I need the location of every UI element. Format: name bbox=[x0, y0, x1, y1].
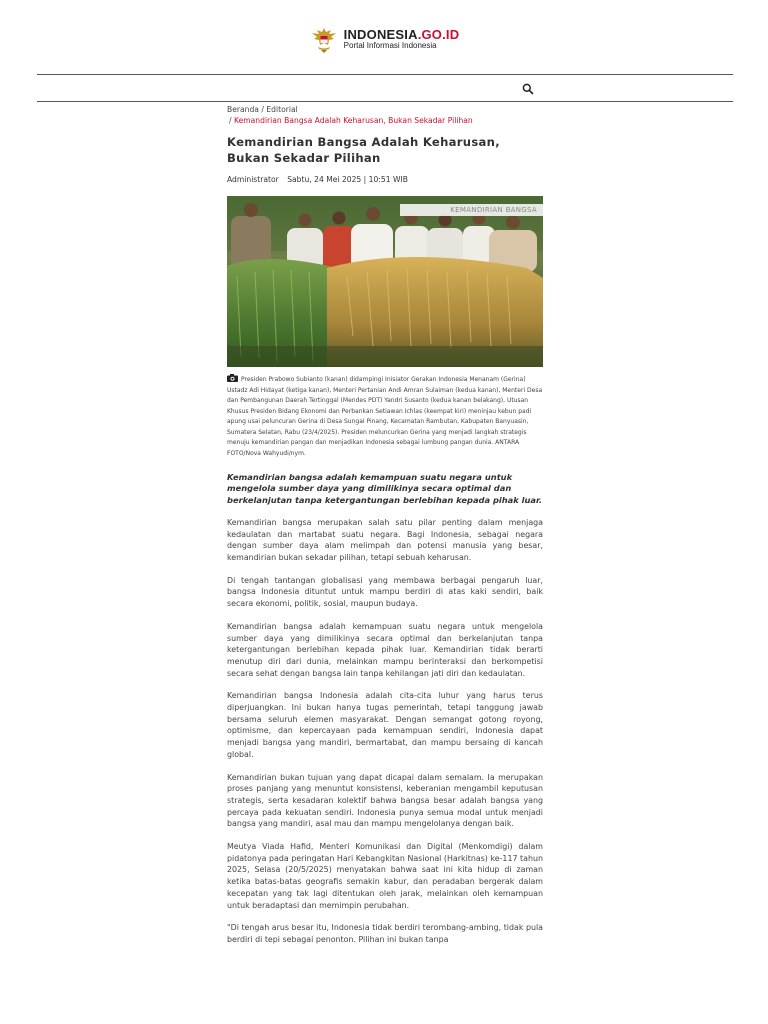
photo-caption bbox=[227, 374, 543, 459]
article-paragraph: Meutya Viada Hafid, Menteri Komunikasi dan Digital (Menkomdigi) dalam pidatonya pada peringatan Hari Kebangkitan Nasional (Harkitnas) ke-117 tahun 2025, Selasa (20/5/2025) menyatakan bahwa saat ini kita hidup di zaman ketika batas-batas geografis semakin kabur, dan peradaban bergerak dalam kecepatan yang tak lagi ditentukan oleh jarak, melainkan oleh kemampuan untuk beradaptasi dan memimpin perubahan. bbox=[227, 842, 543, 910]
article-photo bbox=[227, 196, 543, 367]
article-meta bbox=[227, 175, 543, 184]
breadcrumb-section-link[interactable]: Editorial bbox=[266, 105, 298, 114]
article-lead: Kemandirian bangsa adalah kemampuan suatu negara untuk mengelola sumber daya yang dimilikinya secara optimal dan berkelanjutan tanpa ketergantungan berlebihan kepada pihak luar. bbox=[227, 472, 543, 505]
logo-wordmark: INDONESIA.GO.ID bbox=[343, 27, 460, 42]
search-icon bbox=[521, 82, 535, 96]
logo-tagline: Portal Informasi Indonesia bbox=[343, 41, 437, 50]
article-body bbox=[227, 517, 543, 946]
site-logo[interactable] bbox=[309, 24, 460, 54]
article-paragraph: "Di tengah arus besar itu, Indonesia tidak berdiri terombang-ambing, tidak pula berdiri di tepi sebagai penonton. Pilihan ini bukan tanpa bbox=[227, 923, 543, 944]
search-button[interactable] bbox=[521, 81, 535, 95]
site-header bbox=[0, 0, 768, 74]
breadcrumb-separator: / bbox=[229, 116, 232, 125]
camera-icon bbox=[227, 374, 238, 382]
article-paragraph: Kemandirian bangsa adalah kemampuan suatu negara untuk mengelola sumber daya yang dimilikinya secara optimal dan berkelanjutan tanpa ketergantungan berlebihan kepada pihak luar. Kemandirian tidak berarti menutup diri dari dunia, melainkan mampu berinteraksi dan berkompetisi secara sehat dengan bangsa lain tanpa kehilangan jati diri dan kedaulatan. bbox=[227, 621, 543, 678]
article-title: Kemandirian Bangsa Adalah Keharusan, Bukan Sekadar Pilihan bbox=[227, 135, 500, 165]
photo-caption-text: Presiden Prabowo Subianto (kanan) didampingi Inisiator Gerakan Indonesia Menanam (Gerina) Ustadz Adi Hidayat (ketiga kanan), Menteri Pertanian Andi Amran Sulaiman (kedua kanan), Menteri Desa dan Pembangunan Daerah Tertinggal (Mendes PDT) Yandri Susanto (kedua kanan belakang), Utusan Khusus Presiden Bidang Ekonomi dan Perbankan Setiawan Ichlas (keempat kiri) meninjau kebun padi apung usai peluncuran Gerina di Desa Sungai Pinang, Kecamatan Rambutan, Kabupaten Banyuasin, Sumatera Selatan, Rabu (23/4/2025). Presiden meluncurkan Gerina yang menjadi langkah strategis menuju kemandirian pangan dan menjadikan Indonesia sebagai lumbung pangan dunia. ANTARA FOTO/Nova Wahyudi/nym. bbox=[227, 376, 543, 457]
breadcrumb-separator: / bbox=[261, 105, 264, 114]
article-date: Sabtu, 24 Mei 2025 | 10:51 WIB bbox=[287, 175, 408, 184]
main-navbar bbox=[37, 74, 733, 102]
photo-category-tag[interactable]: KEMANDIRIAN BANGSA bbox=[400, 204, 543, 216]
article-paragraph: Kemandirian bangsa Indonesia adalah cita-cita luhur yang harus terus diperjuangkan. Ini bukan hanya tugas pemerintah, tetapi tanggung jawab bersama seluruh elemen masyarakat. Dengan semangat gotong royong, optimisme, dan kepercayaan pada kemampuan sendiri, Indonesia dapat menjadi bangsa yang mandiri, bermartabat, dan mampu bersaing di kancah global. bbox=[227, 691, 543, 759]
breadcrumb bbox=[227, 104, 543, 126]
breadcrumb-current-link[interactable]: Kemandirian Bangsa Adalah Keharusan, Bukan Sekadar Pilihan bbox=[233, 116, 473, 125]
article-container bbox=[227, 104, 543, 957]
breadcrumb-home-link[interactable]: Beranda bbox=[227, 105, 259, 114]
garuda-emblem-icon bbox=[309, 24, 339, 54]
article-paragraph: Kemandirian bangsa merupakan salah satu pilar penting dalam menjaga kedaulatan dan martabat suatu negara. Bagi Indonesia, sebagai negara dengan sumber daya alam melimpah dan potensi manusia yang besar, kemandirian bukan sekadar pilihan, tetapi sebuah keharusan. bbox=[227, 517, 543, 562]
article-author: Administrator bbox=[227, 175, 279, 184]
article-paragraph: Kemandirian bukan tujuan yang dapat dicapai dalam semalam. Ia merupakan proses panjang yang menuntut konsistensi, keberanian mengambil keputusan strategis, serta kesadaran kolektif bahwa bangsa besar adalah bangsa yang percaya pada kekuatan sendiri. Indonesia punya semua modal untuk menjadi bangsa yang mandiri, asal mau dan mampu mengelolanya dengan baik. bbox=[227, 772, 543, 829]
rice-field-photo bbox=[227, 196, 543, 367]
article-paragraph: Di tengah tantangan globalisasi yang membawa berbagai pengaruh luar, bangsa Indonesia dituntut untuk mampu berdiri di atas kaki sendiri, baik secara ekonomi, politik, sosial, maupun budaya. bbox=[227, 575, 543, 609]
